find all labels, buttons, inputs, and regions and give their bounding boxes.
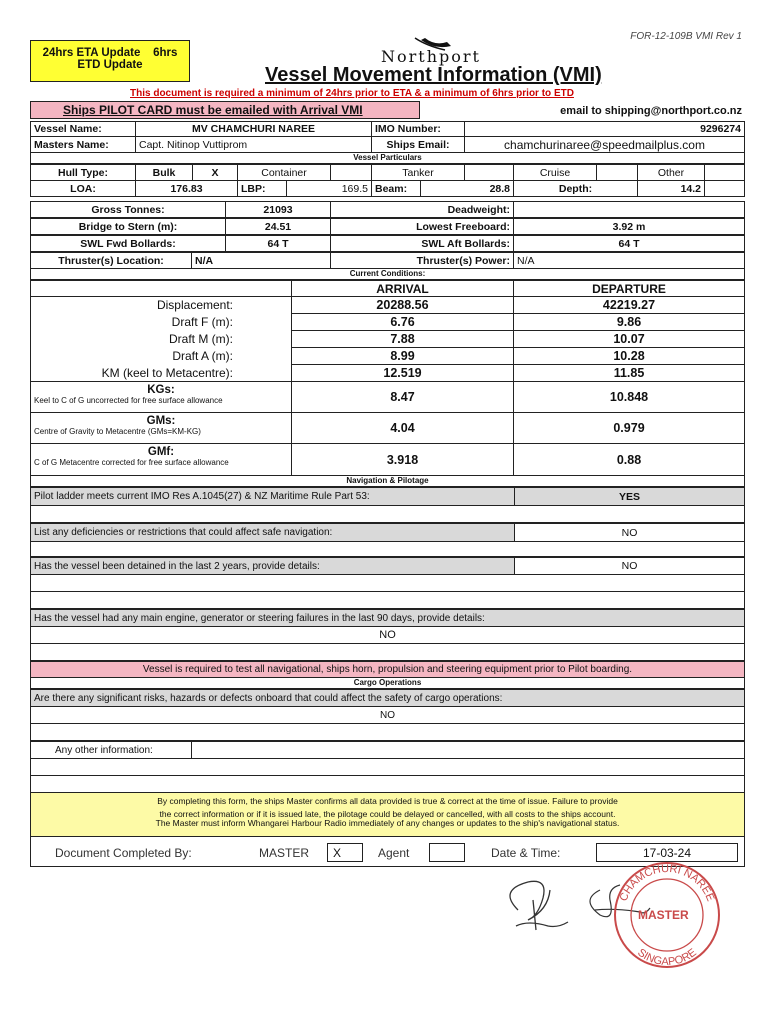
condition-departure-value: 10.28 xyxy=(513,347,745,365)
pilot-ladder-details xyxy=(30,506,745,523)
cargo-risks-answer: NO xyxy=(30,706,745,724)
gmf-cell xyxy=(30,443,292,476)
hull-other-mark xyxy=(704,164,745,181)
form-reference: FOR-12-109B VMI Rev 1 xyxy=(630,31,742,42)
gm-description: Centre of Gravity to Metacentre (GMs=KM-KG) xyxy=(34,427,201,436)
deficiencies-answer: NO xyxy=(514,523,745,542)
deficiencies-details xyxy=(30,542,745,557)
pilot-ladder-answer: YES xyxy=(514,487,745,506)
vessel-name-label: Vessel Name: xyxy=(30,121,136,137)
other-info-field[interactable] xyxy=(191,741,745,759)
master-signature-icon xyxy=(488,870,588,940)
navigation-pilotage-heading: Navigation & Pilotage xyxy=(30,476,745,487)
thruster-location-label: Thruster(s) Location: xyxy=(30,252,192,269)
master-option-label: MASTER xyxy=(259,846,310,860)
loa-value: 176.83 xyxy=(135,180,238,197)
date-time-label: Date & Time: xyxy=(491,846,561,860)
deficiencies-question: List any deficiencies or restrictions that could affect safe navigation: xyxy=(30,523,515,542)
failures-details xyxy=(30,644,745,661)
hull-container-mark xyxy=(330,164,372,181)
master-checkbox[interactable]: X xyxy=(327,843,363,862)
hull-tanker-mark xyxy=(464,164,514,181)
hull-bulk-label: Bulk xyxy=(135,164,193,181)
cargo-details xyxy=(30,724,745,741)
swl-fwd-value: 64 T xyxy=(225,235,331,252)
ships-email-label: Ships Email: xyxy=(371,136,465,153)
pilot-ladder-question: Pilot ladder meets current IMO Res A.1045(27) & NZ Maritime Rule Part 53: xyxy=(30,487,515,506)
kg-label: KGs: xyxy=(147,384,175,396)
failures-question: Has the vessel had any main engine, generator or steering failures in the last 90 days, provide details: xyxy=(30,609,745,627)
swl-fwd-label: SWL Fwd Bollards: xyxy=(30,235,226,252)
condition-arrival-value: 7.88 xyxy=(291,330,514,348)
gm-cell xyxy=(30,412,292,444)
masters-name-label: Masters Name: xyxy=(30,136,136,153)
hull-tanker-label: Tanker xyxy=(371,164,465,181)
bridge-to-stern-label: Bridge to Stern (m): xyxy=(30,218,226,235)
imo-label: IMO Number: xyxy=(371,121,465,137)
gm-arrival-value: 4.04 xyxy=(291,412,514,444)
hull-bulk-mark: X xyxy=(192,164,238,181)
arrival-heading: ARRIVAL xyxy=(291,280,514,297)
departure-heading: DEPARTURE xyxy=(513,280,745,297)
bridge-to-stern-value: 24.51 xyxy=(225,218,331,235)
hull-cruise-label: Cruise xyxy=(513,164,597,181)
gmf-departure-value: 0.88 xyxy=(513,443,745,476)
current-conditions-heading: Current Conditions: xyxy=(30,269,745,280)
email-instruction: email to shipping@northport.co.nz xyxy=(560,105,742,117)
prior-notice: This document is required a minimum of 24hrs prior to ETA & a minimum of 6hrs prior to ETD xyxy=(130,88,574,99)
imo-value: 9296274 xyxy=(464,121,745,137)
completed-by-label: Document Completed By: xyxy=(55,846,192,860)
conditions-header-blank xyxy=(30,280,292,297)
lbp-value: 169.5 xyxy=(286,180,372,197)
disclaimer-line-2: the correct information or if it is issued late, the pilotage could be delayed or cancelled, with all costs to the ships account. xyxy=(159,809,616,819)
swl-aft-value: 64 T xyxy=(513,235,745,252)
condition-arrival-value: 6.76 xyxy=(291,313,514,331)
gmf-description: C of G Metacentre corrected for free surface allowance xyxy=(34,458,229,467)
vessel-stamp xyxy=(612,860,722,970)
deadweight-label: Deadweight: xyxy=(330,201,514,218)
gross-tonnes-label: Gross Tonnes: xyxy=(30,201,226,218)
hull-other-label: Other xyxy=(637,164,705,181)
kg-description: Keel to C of G uncorrected for free surface allowance xyxy=(34,396,223,405)
condition-departure-value: 11.85 xyxy=(513,364,745,382)
stamp-middle-text: MASTER xyxy=(638,908,689,922)
lbp-label: LBP: xyxy=(237,180,287,197)
condition-arrival-value: 8.99 xyxy=(291,347,514,365)
other-info-line-2 xyxy=(30,776,745,793)
condition-departure-value: 9.86 xyxy=(513,313,745,331)
swl-aft-label: SWL Aft Bollards: xyxy=(330,235,514,252)
other-info-label: Any other information: xyxy=(30,741,192,759)
agent-checkbox[interactable] xyxy=(429,843,465,862)
detained-answer: NO xyxy=(514,557,745,575)
deadweight-value xyxy=(513,201,745,218)
kg-cell xyxy=(30,381,292,413)
depth-value: 14.2 xyxy=(637,180,705,197)
logo-text: Northport xyxy=(381,47,481,66)
vessel-name-value: MV CHAMCHURI NAREE xyxy=(135,121,372,137)
loa-label: LOA: xyxy=(30,180,136,197)
hull-cruise-mark xyxy=(596,164,638,181)
gross-tonnes-value: 21093 xyxy=(225,201,331,218)
other-info-line-1 xyxy=(30,759,745,776)
condition-row-label: KM (keel to Metacentre): xyxy=(30,364,292,382)
kg-arrival-value: 8.47 xyxy=(291,381,514,413)
beam-label: Beam: xyxy=(371,180,421,197)
svg-text:CHAMCHURI NAREE: CHAMCHURI NAREE xyxy=(617,862,717,904)
gm-label: GMs: xyxy=(146,415,176,427)
gmf-arrival-value: 3.918 xyxy=(291,443,514,476)
northport-logo xyxy=(375,36,495,66)
condition-arrival-value: 20288.56 xyxy=(291,296,514,314)
condition-arrival-value: 12.519 xyxy=(291,364,514,382)
vessel-particulars-heading: Vessel Particulars xyxy=(30,153,745,164)
ships-email-value: chamchurinaree@speedmailplus.com xyxy=(464,136,745,153)
etd-update-label: ETD Update xyxy=(77,59,143,71)
eta-update-label: 24hrs ETA Update xyxy=(42,47,141,59)
page-title: Vessel Movement Information (VMI) xyxy=(265,64,602,86)
eta-hours-label: 6hrs xyxy=(153,47,178,59)
hull-type-label: Hull Type: xyxy=(30,164,136,181)
gmf-label: GMf: xyxy=(147,446,175,458)
condition-row-label: Draft F (m): xyxy=(30,313,292,331)
lowest-freeboard-label: Lowest Freeboard: xyxy=(330,218,514,235)
hull-container-label: Container xyxy=(237,164,331,181)
lowest-freeboard-value: 3.92 m xyxy=(513,218,745,235)
failures-answer: NO xyxy=(30,626,745,644)
kg-departure-value: 10.848 xyxy=(513,381,745,413)
beam-value: 28.8 xyxy=(420,180,514,197)
condition-row-label: Draft M (m): xyxy=(30,330,292,348)
detained-details-2 xyxy=(30,592,745,609)
thruster-power-label: Thruster(s) Power: xyxy=(330,252,514,269)
depth-blank xyxy=(704,180,745,197)
thruster-location-value: N/A xyxy=(191,252,331,269)
condition-departure-value: 42219.27 xyxy=(513,296,745,314)
gm-departure-value: 0.979 xyxy=(513,412,745,444)
disclaimer-line-3: The Master must inform Whangarei Harbour Radio immediately of any changes or updates to the ship's navigational status. xyxy=(155,818,620,828)
thruster-power-value: N/A xyxy=(513,252,745,269)
cargo-risks-question: Are there any significant risks, hazards or defects onboard that could affect the safety of cargo operations: xyxy=(30,689,745,707)
eta-update-box xyxy=(30,40,190,82)
svg-text:SINGAPORE: SINGAPORE xyxy=(635,946,699,969)
agent-option-label: Agent xyxy=(378,846,410,860)
condition-row-label: Displacement: xyxy=(30,296,292,314)
disclaimer-line-1: By completing this form, the ships Master confirms all data provided is true & correct at the time of issue. Failure to provide xyxy=(157,796,618,806)
pilot-card-notice: Ships PILOT CARD must be emailed with Arrival VMI xyxy=(30,101,420,119)
condition-departure-value: 10.07 xyxy=(513,330,745,348)
disclaimer-box xyxy=(30,793,745,837)
detained-question: Has the vessel been detained in the last 2 years, provide details: xyxy=(30,557,515,575)
date-time-value[interactable]: 17-03-24 xyxy=(596,843,738,862)
cargo-operations-heading: Cargo Operations xyxy=(30,678,745,689)
equipment-test-notice: Vessel is required to test all navigational, ships horn, propulsion and steering equipment prior to Pilot boarding. xyxy=(30,661,745,678)
depth-label: Depth: xyxy=(513,180,638,197)
detained-details-1 xyxy=(30,575,745,592)
condition-row-label: Draft A (m): xyxy=(30,347,292,365)
masters-name-value: Capt. Nitinop Vuttiprom xyxy=(135,136,372,153)
